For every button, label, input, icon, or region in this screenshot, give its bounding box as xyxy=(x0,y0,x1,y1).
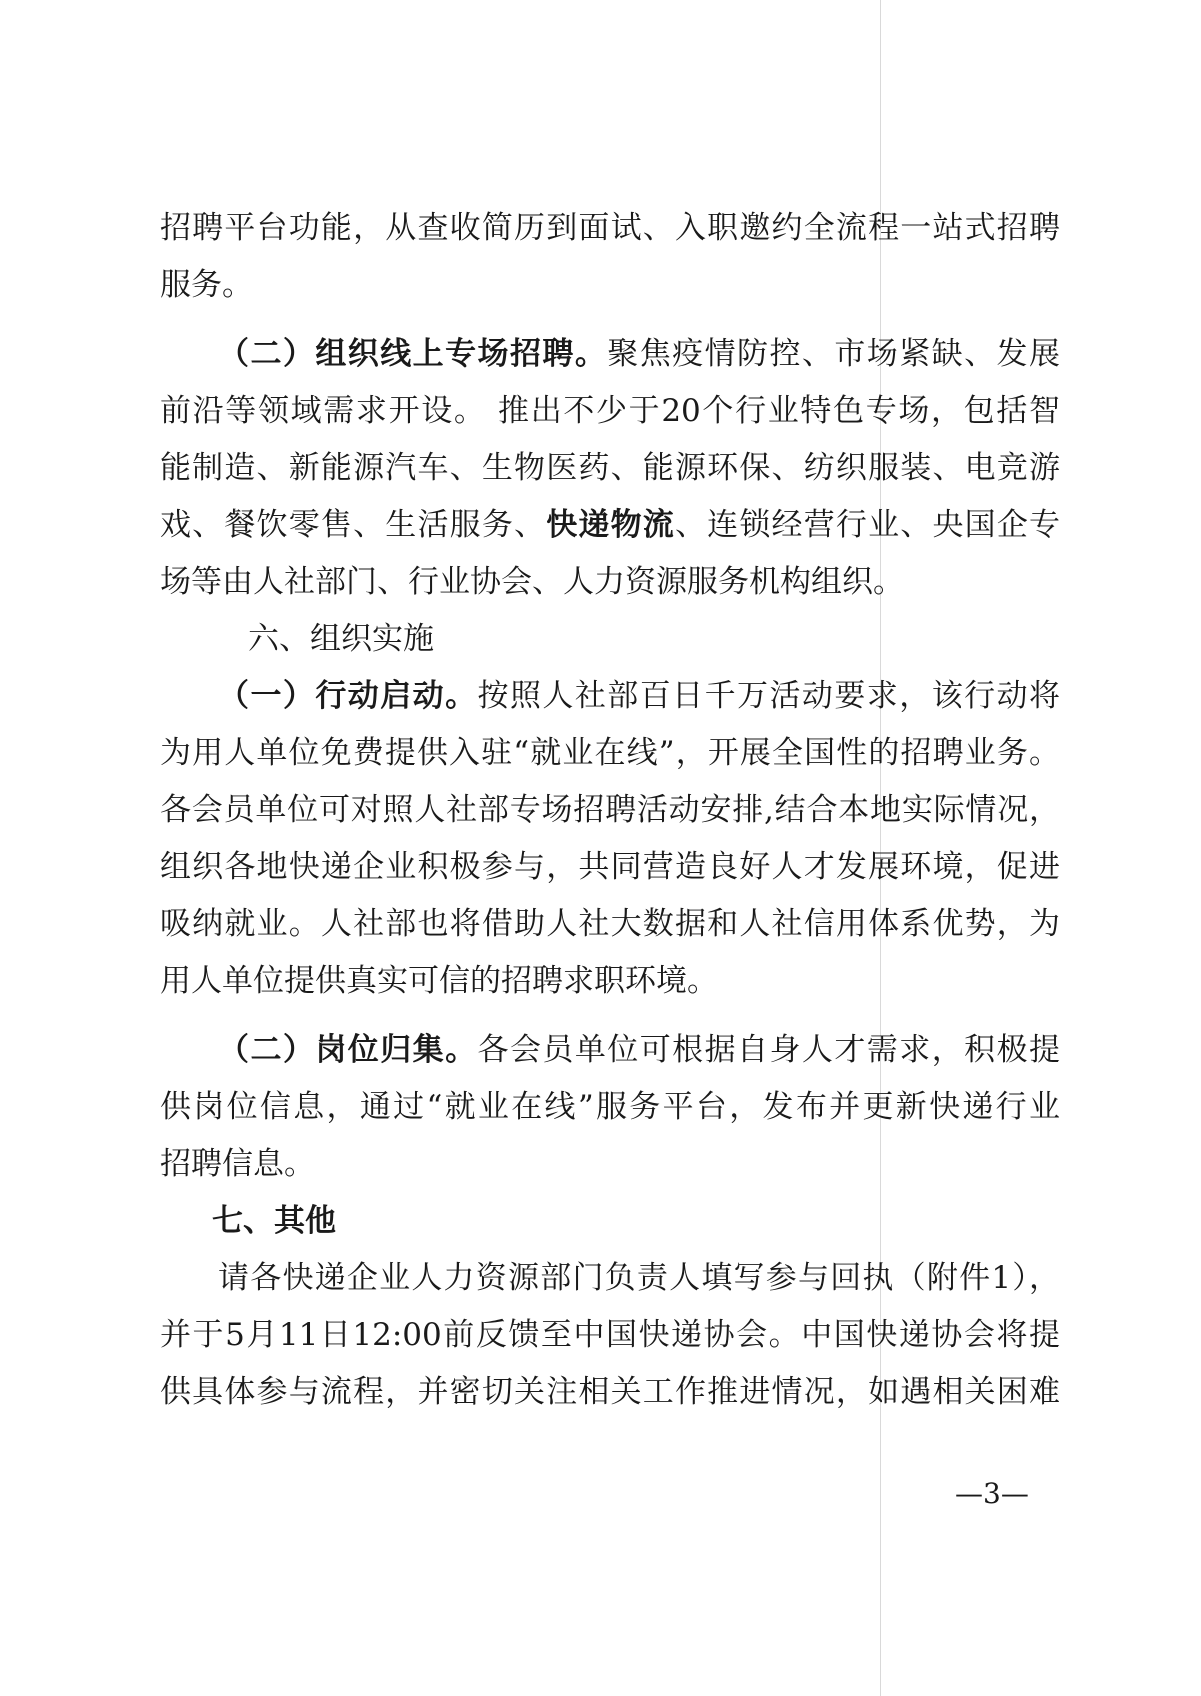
text-line: 招聘信息。 xyxy=(160,1146,315,1182)
document-body xyxy=(160,200,1060,1421)
paragraph-heading: （二）岗位归集。 xyxy=(218,1032,478,1068)
text-line: 前沿等领域需求开设。 推出不少于20个行业特色专场，包括智 xyxy=(160,393,1060,429)
text-line: 吸纳就业。人社部也将借助人社大数据和人社信用体系优势，为 xyxy=(160,906,1060,942)
paragraph-job-collection xyxy=(160,1022,1060,1193)
text-line: 场等由人社部门、行业协会、人力资源服务机构组织。 xyxy=(160,564,904,600)
text-span: 按照人社部百日千万活动要求，该行动将 xyxy=(477,678,1061,714)
text-span: 各会员单位可根据自身人才需求，积极提 xyxy=(477,1032,1061,1068)
paragraph-online-special-recruitment xyxy=(160,326,1060,611)
text-span: 聚焦疫情防控、市场紧缺、发展 xyxy=(607,336,1060,372)
paragraph-heading: （一）行动启动。 xyxy=(218,678,478,714)
paragraph-other xyxy=(160,1250,1060,1421)
text-line: 各会员单位可对照人社部专场招聘活动安排,结合本地实际情况， xyxy=(160,792,1060,828)
section-heading-other: 七、其他 xyxy=(212,1203,336,1239)
paragraph-heading: （二）组织线上专场招聘。 xyxy=(218,336,608,372)
section-heading-organization: 六、组织实施 xyxy=(248,621,434,657)
text-line: 组织各地快递企业积极参与，共同营造良好人才发展环境，促进 xyxy=(160,849,1060,885)
text-line xyxy=(160,326,1060,383)
text-line: 供具体参与流程，并密切关注相关工作推进情况，如遇相关困难 xyxy=(160,1374,1060,1410)
highlight-express-logistics: 快递物流 xyxy=(546,507,675,543)
paragraph-recruitment-platform xyxy=(160,200,1060,314)
text-line xyxy=(160,497,1060,554)
text-span: 戏、餐饮零售、生活服务、 xyxy=(160,507,547,543)
text-line: 招聘平台功能，从查收简历到面试、入职邀约全流程一站式招聘 xyxy=(160,210,1060,246)
text-line: 请各快递企业人力资源部门负责人填写参与回执（附件1）， xyxy=(218,1260,1060,1296)
text-line: 并于5月11日12:00前反馈至中国快递协会。中国快递协会将提 xyxy=(160,1317,1060,1353)
text-line: 服务。 xyxy=(160,267,253,303)
text-line xyxy=(160,1022,1060,1079)
text-line: 用人单位提供真实可信的招聘求职环境。 xyxy=(160,963,718,999)
page-number: —3— xyxy=(955,1477,1029,1510)
text-line: 为用人单位免费提供入驻“就业在线”，开展全国性的招聘业务。 xyxy=(160,735,1060,771)
text-span: 、连锁经营行业、央国企专 xyxy=(674,507,1061,543)
text-line xyxy=(160,668,1060,725)
text-line: 能制造、新能源汽车、生物医药、能源环保、纺织服装、电竞游 xyxy=(160,450,1060,486)
text-line: 供岗位信息，通过“就业在线”服务平台，发布并更新快递行业 xyxy=(160,1089,1060,1125)
paragraph-action-launch xyxy=(160,668,1060,1010)
